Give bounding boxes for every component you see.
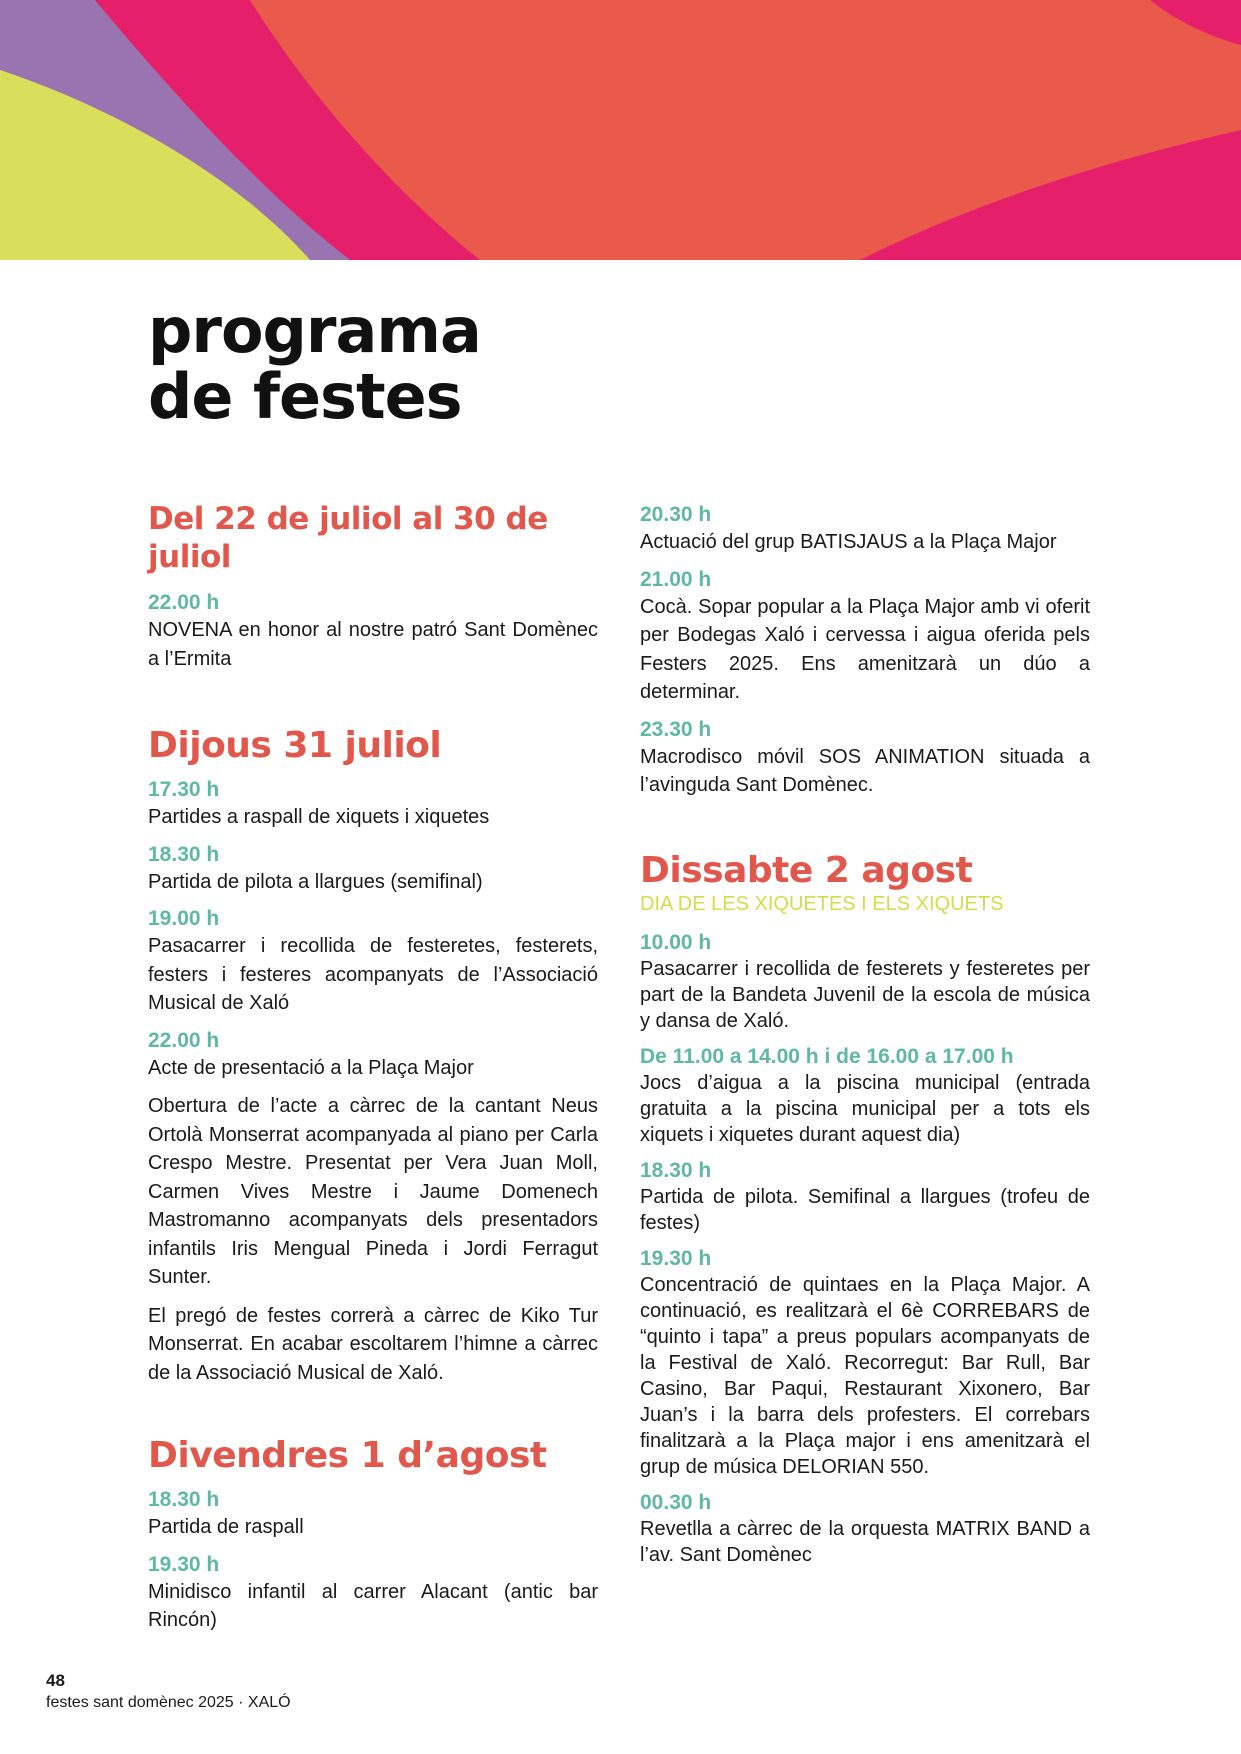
event-description: Partida de pilota a llargues (semifinal) [148, 870, 483, 893]
day-heading: Dijous 31 juliol [148, 725, 442, 766]
event-time: 19.00 h [148, 907, 220, 930]
event-time: 23.30 h [640, 717, 712, 741]
event-time: 20.30 h [640, 503, 712, 526]
event-time: 10.00 h [640, 930, 712, 954]
event-description: Cocà. Sopar popular a la Plaça Major amb vi oferit per Bodegas Xaló i cervessa i aigua oferida pels Festers 2025. Ens amenitzarà un dúo a determinar. [640, 595, 1090, 703]
event-description: Partida de raspall [148, 1516, 304, 1538]
day-heading: Dissabte 2 agost [640, 849, 973, 891]
right-column [640, 502, 1090, 1578]
event-description: Pasacarrer i recollida de festerets y festeretes per part de la Bandeta Juvenil de la escola de música y dansa de Xaló. [640, 957, 1090, 1032]
event-description: Acte de presentació a la Plaça Major [148, 1056, 474, 1079]
event-time: 19.30 h [148, 1552, 220, 1576]
event-description: Partides a raspall de xiquets i xiquetes [148, 806, 490, 828]
event-time: 18.30 h [148, 842, 220, 866]
day-heading: Del 22 de juliol al 30 de juliol [148, 501, 548, 575]
event-description: Obertura de l’acte a càrrec de la cantant Neus Ortolà Monserrat acompanyada al piano per Carla Crespo Mestre. Presentat per Vera Juan Moll, Carmen Vives Mestre i Jaume Domenech Mastromanno acompanyats dels presentadors infantils Iris Mengual Pineda i Jordi Ferragut Sunter. [148, 1095, 598, 1288]
event-time: 18.30 h [640, 1158, 712, 1182]
event-description: Concentració de quintaes en la Plaça Major. A continuació, es realitzarà el 6è CORREBARS de “quinto i tapa” a preus populars acompanyats de la Festival de Xaló. Recorregut: Bar Rull, Bar Casino, Bar Paqui, Restaurant Xixonero, Bar Juan’s i la barra dels profesters. El correbars finalitzarà a la Plaça major i ens amenitzarà el grup de música DELORIAN 550. [640, 1273, 1090, 1478]
event-time: 21.00 h [640, 567, 712, 591]
event-description: Pasacarrer i recollida de festeretes, festerets, festers i festeres acompanyats de l’Associació Musical de Xaló [148, 935, 598, 1014]
page-title [148, 294, 481, 433]
title-line-2: de festes [148, 360, 462, 433]
event-time: 17.30 h [148, 778, 220, 801]
event-time: 19.30 h [640, 1246, 712, 1270]
event-time: 22.00 h [148, 1028, 220, 1052]
title-line-1: programa [148, 294, 481, 367]
page-footer [46, 1670, 291, 1714]
event-description: NOVENA en honor al nostre patró Sant Domènec a l’Ermita [148, 619, 598, 670]
page-number: 48 [46, 1671, 65, 1690]
decorative-banner [0, 0, 1241, 260]
event-time: 00.30 h [640, 1490, 712, 1514]
event-description: Partida de pilota. Semifinal a llargues (trofeu de festes) [640, 1185, 1090, 1234]
event-description: Actuació del grup BATISJAUS a la Plaça Major [640, 531, 1057, 553]
event-description: Minidisco infantil al carrer Alacant (antic bar Rincón) [148, 1580, 598, 1631]
event-description: Jocs d’aigua a la piscina municipal (entrada gratuita a la piscina municipal per a tots els xiquets i xiquetes durant aquest dia) [640, 1071, 1090, 1146]
footer-text: festes sant domènec 2025 · XALÓ [46, 1694, 291, 1711]
day-subheading: DIA DE LES XIQUETES I ELS XIQUETS [640, 892, 1004, 915]
event-description: Macrodisco móvil SOS ANIMATION situada a l’avinguda Sant Domènec. [640, 745, 1090, 796]
banner-waves-graphic [0, 0, 1241, 260]
event-time: 22.00 h [148, 591, 220, 614]
day-heading: Divendres 1 d’agost [148, 1435, 547, 1476]
event-time: 18.30 h [148, 1488, 220, 1511]
left-column [148, 500, 598, 1645]
event-description: Revetlla a càrrec de la orquesta MATRIX BAND a l’av. Sant Domènec [640, 1517, 1090, 1566]
event-time: De 11.00 a 14.00 h i de 16.00 a 17.00 h [640, 1044, 1014, 1068]
event-description: El pregó de festes correrà a càrrec de Kiko Tur Monserrat. En acabar escoltarem l’himne a càrrec de la Associació Musical de Xaló. [148, 1304, 598, 1384]
